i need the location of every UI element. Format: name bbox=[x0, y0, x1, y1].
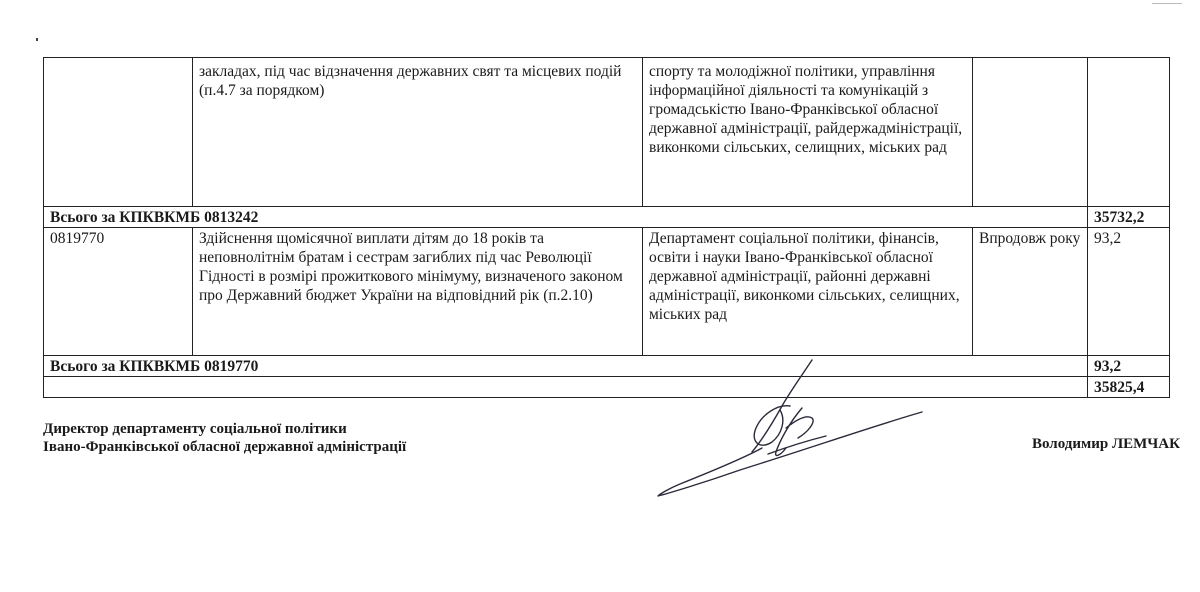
scan-mark bbox=[36, 38, 38, 41]
table-row bbox=[44, 58, 1170, 207]
term-cell: Впродовж року bbox=[973, 228, 1088, 356]
scan-corner-mark bbox=[1152, 0, 1182, 4]
term-cell bbox=[973, 58, 1088, 207]
code-cell bbox=[44, 58, 193, 207]
grand-total-value: 35825,4 bbox=[1088, 377, 1170, 398]
measure-cell: закладах, під час відзначення державних свят та місцевих подій (п.4.7 за порядком) bbox=[193, 58, 643, 207]
position-line: Директор департаменту соціальної політики bbox=[43, 421, 347, 437]
executor-cell: спорту та молодіжної політики, управління інформаційної діяльності та комунікацій з громадськістю Івано-Франківської обласної державної адміністрації, райдержадміністрації, виконкоми сільських, селищних, міських рад bbox=[643, 58, 973, 207]
executor-cell: Департамент соціальної політики, фінансів, освіти і науки Івано-Франківської обласної державної адміністрації, районні державні адміністрації, виконкоми сільських, селищних, міських рад bbox=[643, 228, 973, 356]
total-value: 93,2 bbox=[1088, 356, 1170, 377]
total-label: Всього за КПКВКМБ 0819770 bbox=[44, 356, 1088, 377]
signatory-name: Володимир ЛЕМЧАК bbox=[1031, 436, 1180, 452]
signatory-position bbox=[43, 420, 406, 456]
amount-cell: 93,2 bbox=[1088, 228, 1170, 356]
table-row bbox=[44, 377, 1170, 398]
total-label: Всього за КПКВКМБ 0813242 bbox=[44, 207, 1088, 228]
measure-cell: Здійснення щомісячної виплати дітям до 18 років та неповнолітнім братам і сестрам загиблих під час Революції Гідності в розмірі прожиткового мінімуму, визначеного законом про Державний бюджет України на відповідний рік (п.2.10) bbox=[193, 228, 643, 356]
code-cell: 0819770 bbox=[44, 228, 193, 356]
handwritten-signature bbox=[640, 348, 940, 508]
table-row bbox=[44, 356, 1170, 377]
table-row bbox=[44, 228, 1170, 356]
budget-table bbox=[43, 57, 1170, 398]
position-line: Івано-Франківської обласної державної адміністрації bbox=[43, 439, 407, 455]
total-value: 35732,2 bbox=[1088, 207, 1170, 228]
amount-cell bbox=[1088, 58, 1170, 207]
table-row bbox=[44, 207, 1170, 228]
